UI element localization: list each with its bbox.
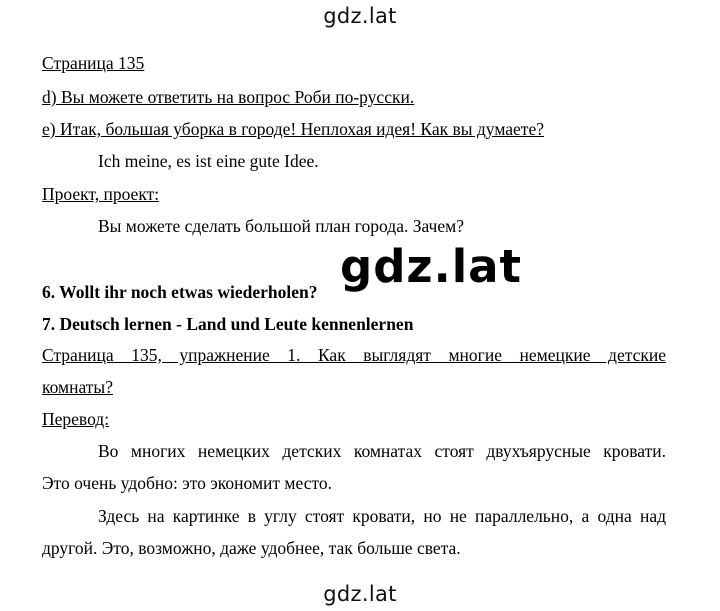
exercise-title-line1: Страница 135, упражнение 1. Как выглядят многие немецкие детские	[42, 345, 666, 365]
paragraph-1-line1: Во многих немецких детских комнатах стоят двухъярусные кровати.	[98, 441, 666, 461]
watermark-top: gdz.lat	[323, 4, 397, 28]
watermark-center: gdz.lat	[340, 240, 523, 293]
item-d: d) Вы можете ответить на вопрос Роби по-русски.	[42, 87, 415, 107]
section-6-heading: 6. Wollt ihr noch etwas wiederholen?	[42, 282, 318, 302]
item-e: e) Итак, большая уборка в городе! Неплохая идея! Как вы думаете?	[42, 119, 544, 139]
project-heading: Проект, проект:	[42, 184, 160, 204]
paragraph-1-line2: Это очень удобно: это экономит место.	[42, 473, 332, 493]
page-reference: Страница 135	[42, 53, 145, 73]
project-text: Вы можете сделать большой план города. Зачем?	[98, 216, 464, 236]
translation-heading: Перевод:	[42, 409, 110, 429]
answer-e: Ich meine, es ist eine gute Idee.	[98, 151, 319, 171]
exercise-title-line2: комнаты?	[42, 377, 113, 397]
section-7-heading: 7. Deutsch lernen - Land und Leute kennenlernen	[42, 314, 414, 334]
paragraph-2-line2: другой. Это, возможно, даже удобнее, так больше света.	[42, 538, 461, 558]
paragraph-2-line1: Здесь на картинке в углу стоят кровати, но не параллельно, а одна над	[98, 506, 666, 526]
watermark-bottom: gdz.lat	[323, 582, 397, 606]
